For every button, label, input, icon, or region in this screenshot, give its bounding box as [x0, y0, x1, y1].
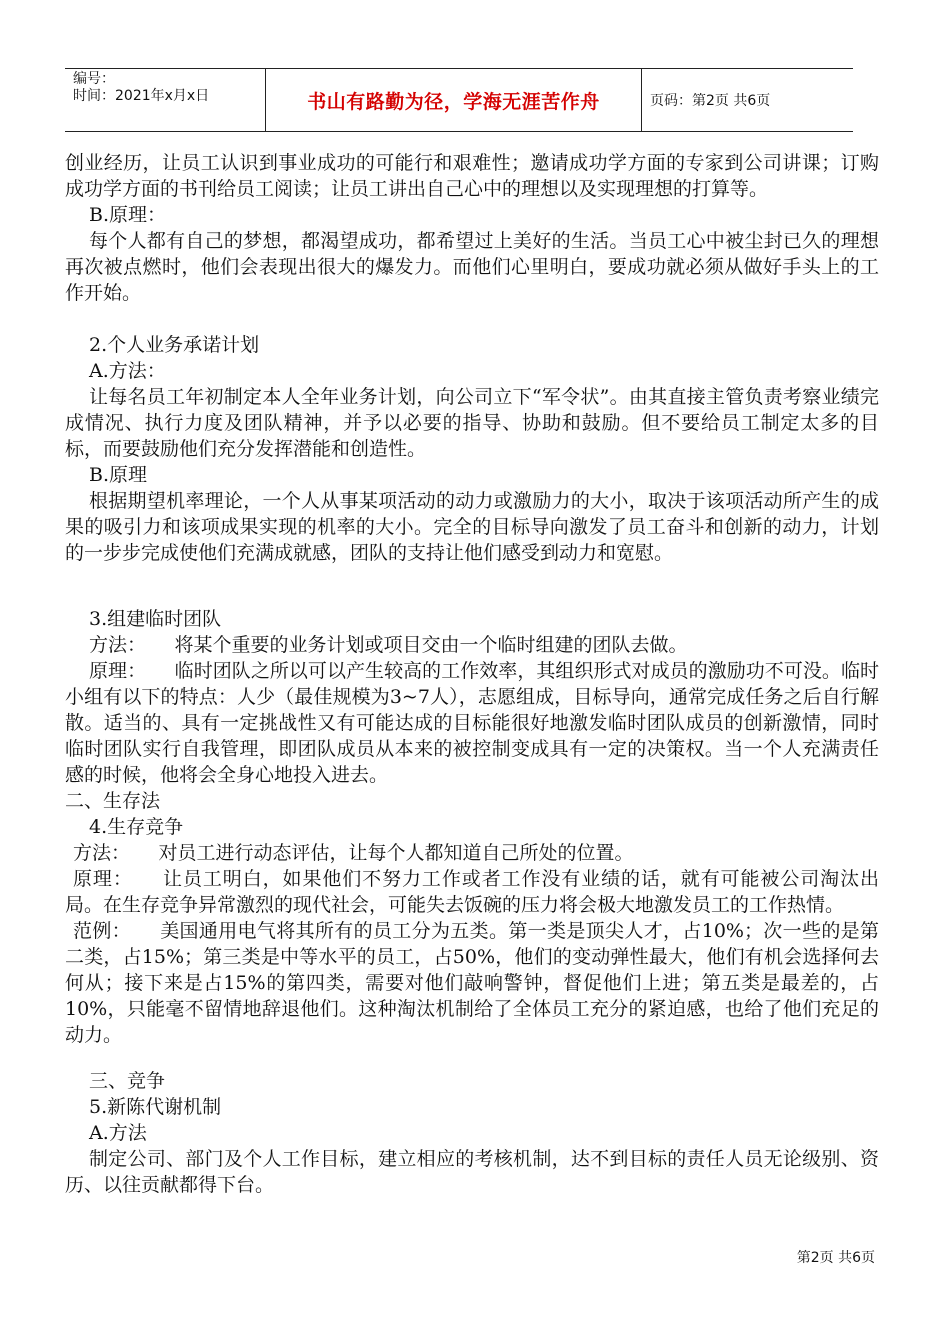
section-heading: 4.生存竞争: [89, 816, 184, 838]
paragraph: 范例： 美国通用电气将其所有的员工分为五类。第一类是顶尖人才，占10%；次一些的是第二类，占15%；第三类是中等水平的员工，占50%，他们的变动弹性最大，他们有机会选择何去何从；接下来是占15%的第四类，需要对他们敲响警钟，督促他们上进；第五类是最差的，占10%，只能毫不留情地辞退他们。这种淘汰机制给了全体员工充分的紧迫感，也给了他们充足的动力。: [65, 920, 879, 1046]
document-number-label: 编号：: [73, 71, 115, 87]
document-time: 时间：2021年x月x日: [73, 88, 210, 104]
paragraph: 创业经历，让员工认识到事业成功的可能行和艰难性；邀请成功学方面的专家到公司讲课；订购成功学方面的书刊给员工阅读；让员工讲出自己心中的理想以及实现理想的打算等。: [65, 152, 879, 200]
paragraph: 原理： 临时团队之所以可以产生较高的工作效率，其组织形式对成员的激励功不可没。临时小组有以下的特点：人少（最佳规模为3~7人），志愿组成，目标导向，通常完成任务之后自行解散。适当的、具有一定挑战性又有可能达成的目标能很好地激发临时团队成员的创新激情，同时临时团队实行自我管理，即团队成员从本来的被控制变成具有一定的决策权。当一个人充满责任感的时候，他将会全身心地投入进去。: [65, 660, 879, 786]
subheading: A.方法: [89, 1122, 147, 1144]
chapter-heading: 三、竞争: [89, 1070, 166, 1092]
header-meta: [65, 69, 265, 131]
section-heading: 5.新陈代谢机制: [89, 1096, 222, 1118]
subheading: A.方法：: [89, 360, 166, 382]
paragraph: 每个人都有自己的梦想，都渴望成功，都希望过上美好的生活。当员工心中被尘封已久的理想再次被点燃时，他们会表现出很大的爆发力。而他们心里明白，要成功就必须从做好手头上的工作开始。: [65, 230, 879, 304]
paragraph: 制定公司、部门及个人工作目标，建立相应的考核机制，达不到目标的责任人员无论级别、资历、以往贡献都得下台。: [65, 1148, 879, 1196]
paragraph: 原理： 让员工明白，如果他们不努力工作或者工作没有业绩的话，就有可能被公司淘汰出局。在生存竞争异常激烈的现代社会，可能失去饭碗的压力将会极大地激发员工的工作热情。: [65, 868, 879, 916]
section-heading: 3.组建临时团队: [89, 608, 222, 630]
subheading: B.原理：: [89, 204, 167, 226]
paragraph: 方法： 将某个重要的业务计划或项目交由一个临时组建的团队去做。: [89, 634, 688, 656]
header-motto-cell: [265, 69, 642, 131]
paragraph: 方法： 对员工进行动态评估，让每个人都知道自己所处的位置。: [73, 842, 634, 864]
section-heading: 2.个人业务承诺计划: [89, 334, 260, 356]
paragraph: 让每名员工年初制定本人全年业务计划，向公司立下“军令状”。由其直接主管负责考察业绩完成情况、执行力度及团队精神，并予以必要的指导、协助和鼓励。但不要给员工制定太多的目标，而要鼓励他们充分发挥潜能和创造性。: [65, 386, 879, 460]
chapter-heading: 二、生存法: [65, 790, 161, 812]
header-motto: 书山有路勤为径，学海无涯苦作舟: [307, 90, 600, 113]
header-page-cell: [640, 69, 853, 131]
document-body: [65, 150, 879, 1198]
subheading: B.原理: [89, 464, 148, 486]
page-header: [65, 68, 853, 132]
page-footer: 第2页 共6页: [796, 1250, 875, 1266]
paragraph: 根据期望机率理论，一个人从事某项活动的动力或激励力的大小，取决于该项活动所产生的成果的吸引力和该项成果实现的机率的大小。完全的目标导向激发了员工奋斗和创新的动力，计划的一步步完成使他们充满成就感，团队的支持让他们感受到动力和宽慰。: [65, 490, 879, 564]
header-page-code: 页码：第2页 共6页: [650, 93, 771, 109]
